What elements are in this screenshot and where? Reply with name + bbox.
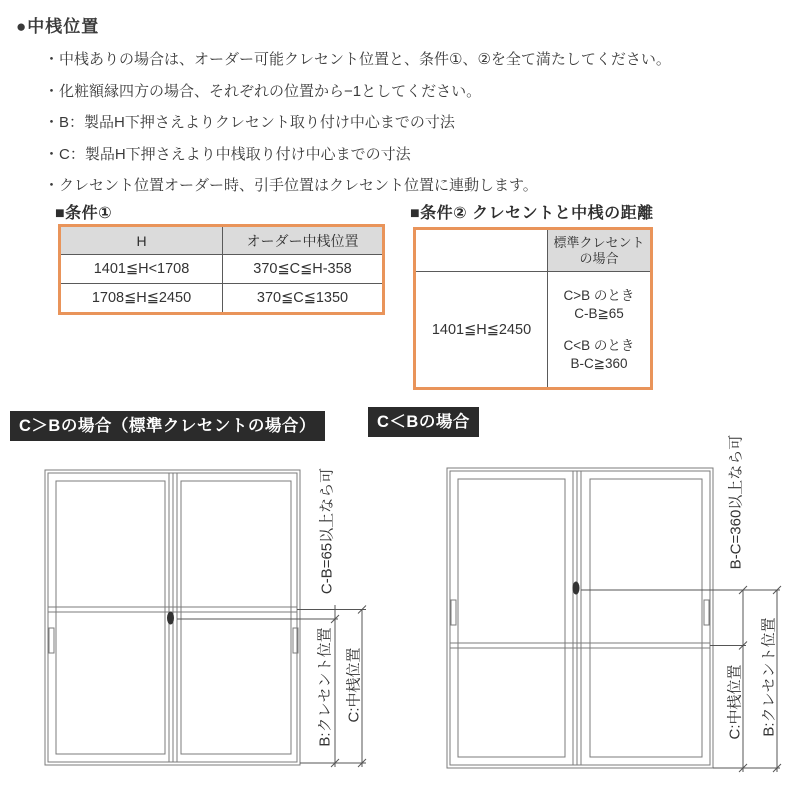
note-item: ・中桟ありの場合は、オーダー可能クレセント位置と、条件①、②を全て満たしてください。 — [44, 51, 671, 68]
condition1-table — [58, 224, 385, 315]
condition2-table — [413, 227, 653, 390]
left-panel — [56, 481, 165, 754]
condition1-title: ■条件① — [55, 205, 113, 222]
window-frame — [447, 468, 713, 768]
table-row — [416, 271, 650, 387]
diagram-left-drawing — [0, 445, 400, 800]
crescent-position-label: B:クレセント位置 — [760, 617, 778, 737]
page-title — [16, 12, 99, 37]
pull-handle-icon — [49, 628, 54, 653]
note-item: ・化粧額縁四方の場合、それぞれの位置から−1としてください。 — [44, 82, 482, 100]
right-panel — [590, 479, 702, 757]
page-title-text: 中桟位置 — [27, 17, 100, 36]
diagram-right-drawing — [400, 400, 800, 800]
diagram-right-header: C＜Bの場合 — [368, 407, 479, 437]
table-cell — [547, 272, 650, 387]
rail-position-label: C:中桟位置 — [345, 647, 363, 723]
table-cell: 1401≦H≦2450 — [431, 321, 532, 338]
table-row — [61, 283, 382, 312]
crescent-lock-icon — [573, 582, 580, 595]
dimension-lines — [581, 590, 780, 772]
rail-position-label: C:中桟位置 — [726, 664, 744, 740]
condition2-table-header-row — [416, 230, 650, 271]
pull-handle-icon — [704, 600, 709, 625]
right-panel — [181, 481, 291, 754]
bullet-circle-icon: ● — [16, 17, 28, 36]
note-item: ・C：製品H下押さえより中桟取り付け中心までの寸法 — [44, 145, 411, 163]
dimension-lines — [177, 605, 366, 767]
pull-handle-icon — [451, 600, 456, 625]
case-rule: B-C≧360 — [570, 355, 628, 371]
notes-list — [44, 44, 774, 202]
table-cell: 370≦C≦1350 — [222, 284, 382, 312]
case-rule: C-B≧65 — [574, 305, 624, 321]
outer-frame-inner — [450, 471, 710, 765]
gap-dimension-label: C-B=65以上なら可 — [318, 467, 336, 595]
condition1-table-header-row — [61, 227, 382, 254]
condition2-header-standard-crescent — [547, 230, 650, 271]
note-item: ・B：製品H下押さえよりクレセント取り付け中心までの寸法 — [44, 114, 455, 131]
condition2-corner-cell — [416, 230, 547, 271]
note-item: ・クレセント位置オーダー時、引手位置はクレセント位置に連動します。 — [44, 177, 538, 194]
crescent-lock-icon — [167, 612, 174, 625]
crescent-position-label: B:クレセント位置 — [316, 627, 334, 747]
diagram-left-header: C＞Bの場合（標準クレセントの場合） — [10, 411, 325, 441]
case-c-less-b — [564, 337, 635, 373]
case-c-greater-b — [564, 287, 635, 323]
condition1-header-order-position: オーダー中桟位置 — [222, 227, 382, 254]
table-row — [61, 254, 382, 283]
case-when: C>B のとき — [563, 287, 635, 303]
table-cell: 1401≦H<1708 — [93, 261, 190, 277]
left-panel — [458, 479, 565, 757]
table-cell: 370≦C≦H-358 — [222, 255, 382, 283]
header-line: の場合 — [579, 250, 619, 266]
condition2-title: ■条件② クレセントと中桟の距離 — [410, 205, 654, 222]
outer-frame — [447, 468, 713, 768]
header-line: 標準クレセント — [553, 234, 645, 250]
case-when: C<B のとき — [563, 337, 635, 353]
table-cell: 1708≦H≦2450 — [91, 290, 192, 306]
condition1-header-h: H — [136, 232, 147, 249]
gap-dimension-label: B-C=360以上なら可 — [727, 434, 745, 570]
